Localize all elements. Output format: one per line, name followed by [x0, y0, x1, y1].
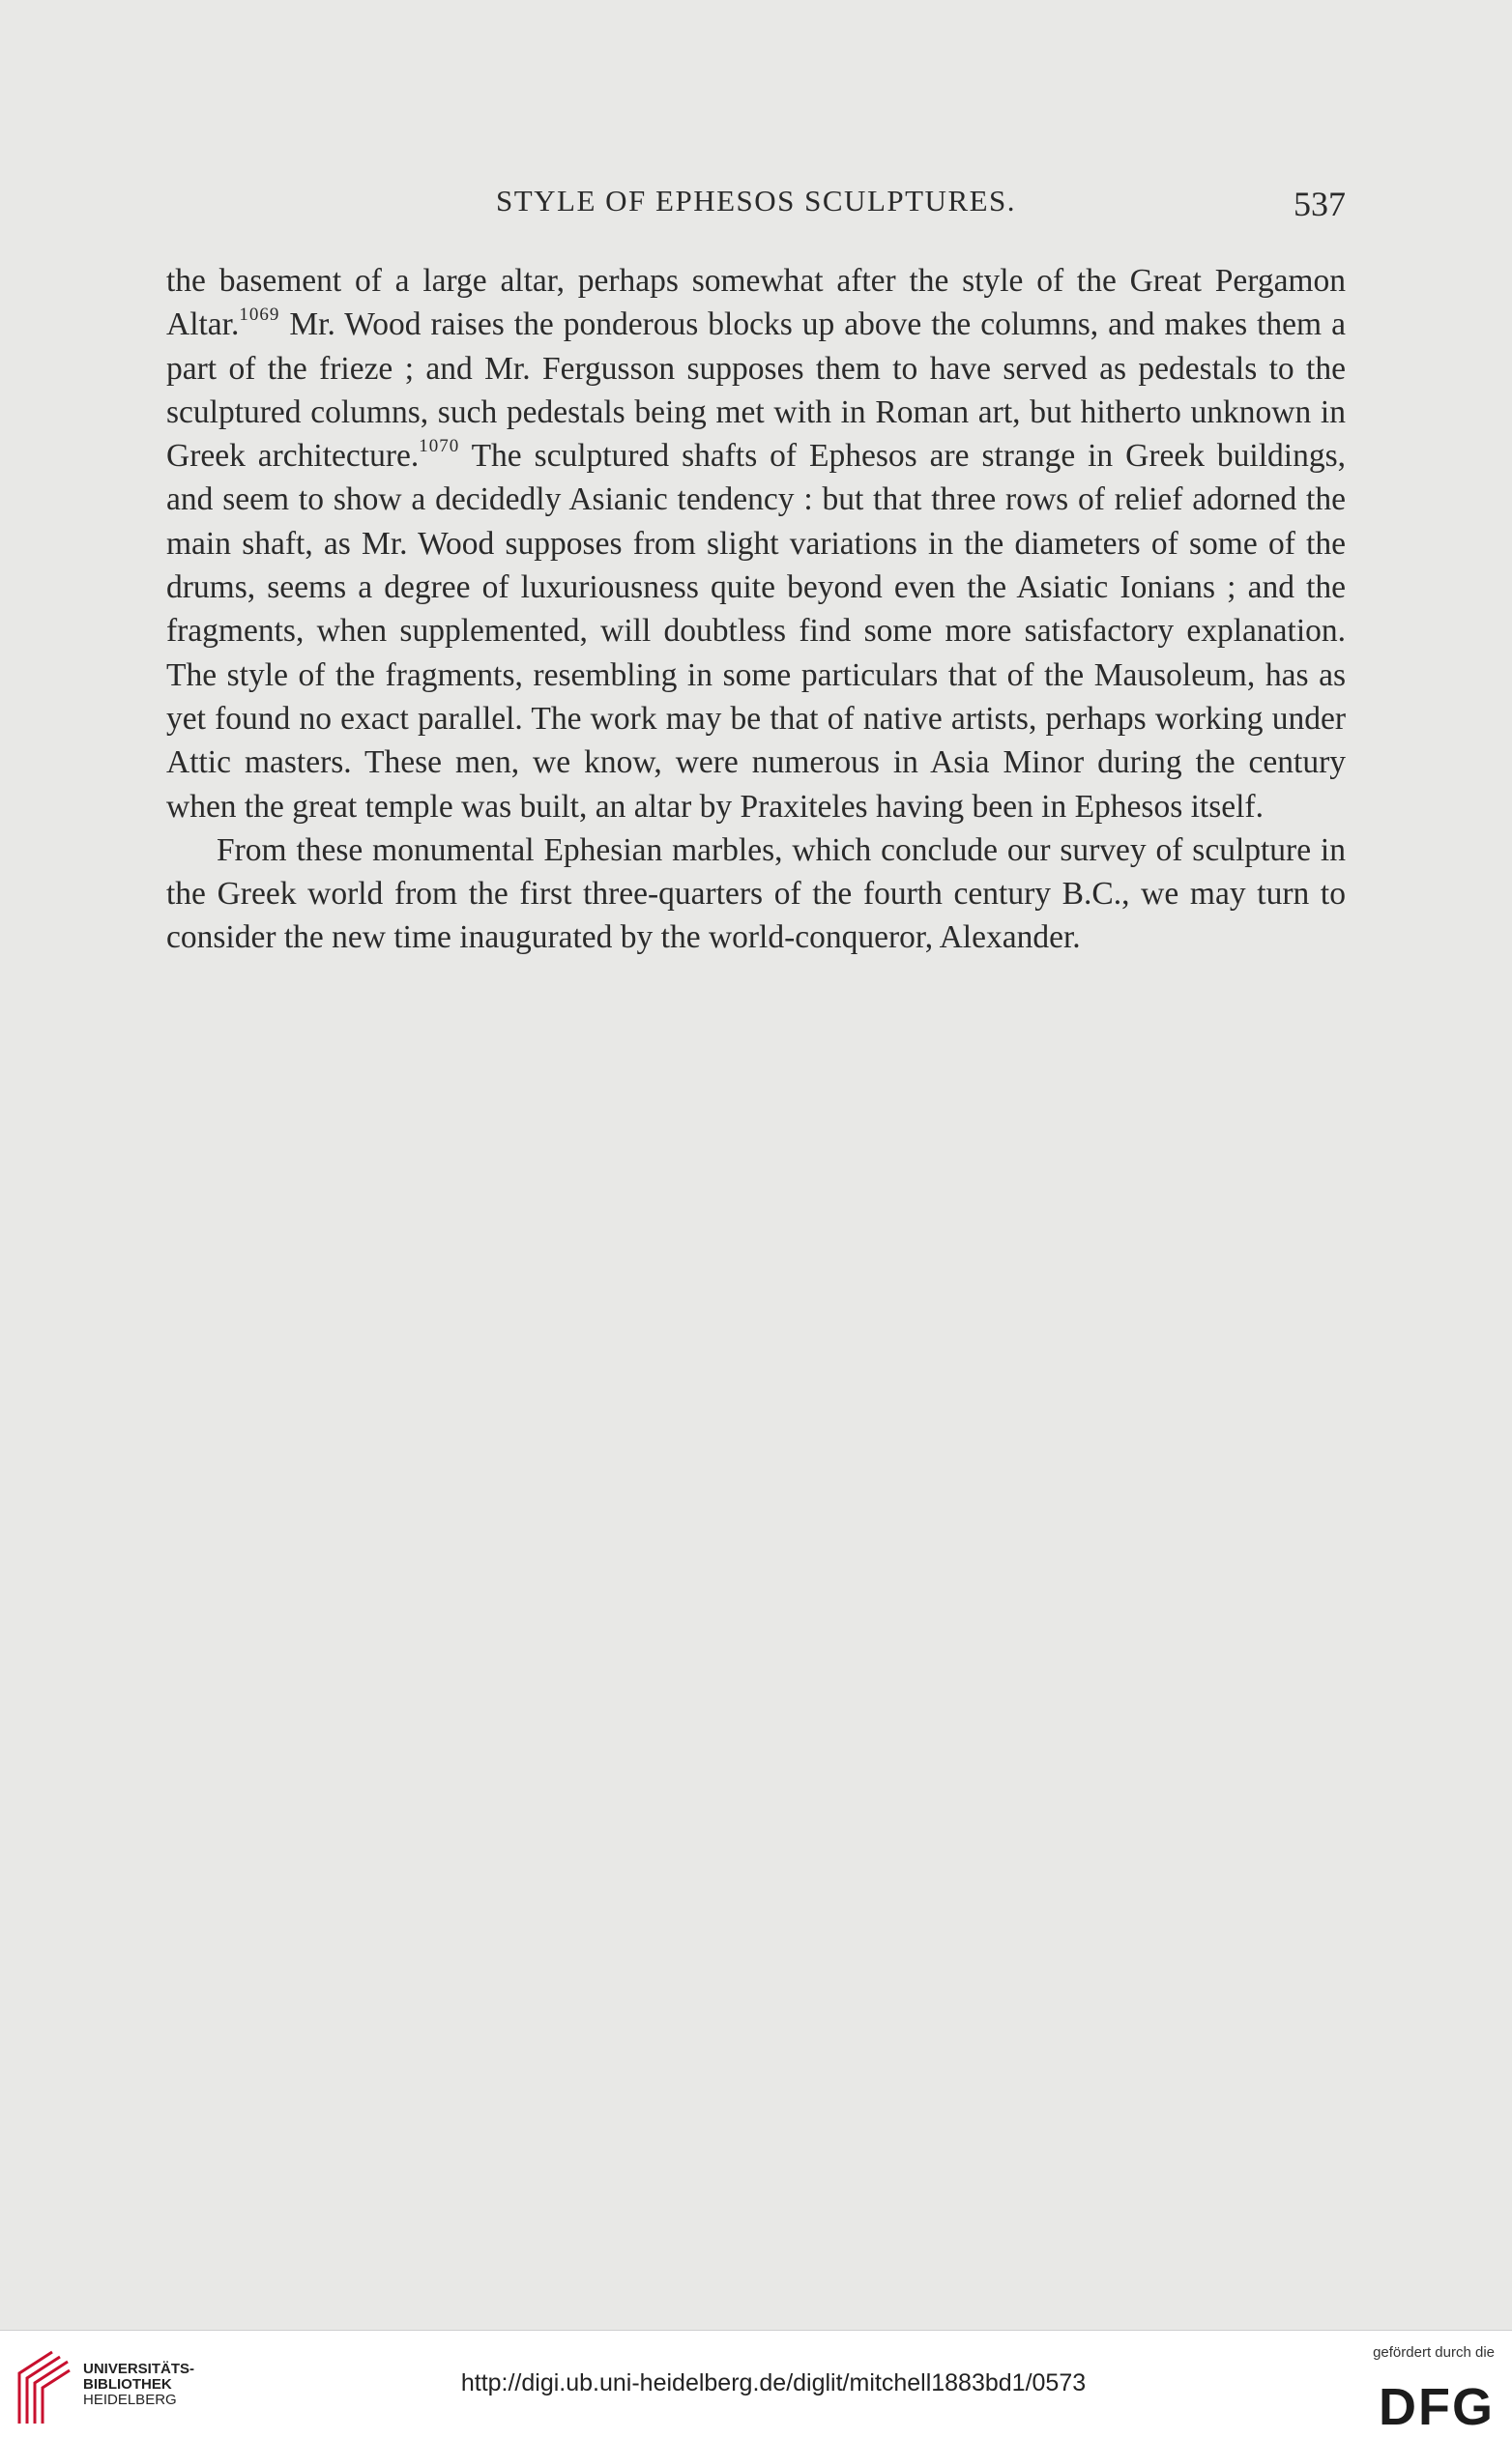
running-head: [166, 184, 1346, 226]
paragraph-1-part-2: Mr. Wood raises the ponderous blocks up above the columns, and makes them a part of the frieze ; and Mr. Fergusson supposes them to have served as pedestals to the sculptured columns, such pedestals being met with in Roman art, but hitherto unknown in Greek architecture.: [166, 306, 1346, 475]
body-text: [166, 259, 1346, 960]
library-name-line-3: HEIDELBERG: [83, 2392, 177, 2408]
permalink-url[interactable]: http://digi.ub.uni-heidelberg.de/diglit/mitchell1883bd1/0573: [460, 2369, 1087, 2396]
paragraph-1-part-3: The sculptured shafts of Ephesos are strange in Greek buildings, and seem to show a decidedly Asianic tendency : but that three rows of relief adorned the main shaft, as Mr. Wood supposes from slight variations in the diameters of some of the drums, seems a degree of luxuriousness quite beyond even the Asiatic Ionians ; and the fragments, when supplemented, will doubtless find some more satisfactory explanation. The style of the fragments, resembling in some particulars that of the Mausoleum, has as yet found no exact parallel. The work may be that of native artists, perhaps working under Attic masters. These men, we know, were numerous in Asia Minor during the century when the great temple was built, an altar by Praxiteles having been in Ephesos itself.: [166, 438, 1346, 825]
page-number: 537: [1294, 185, 1346, 223]
funder-caption: gefördert durch die: [1373, 2344, 1495, 2361]
funder-block: [1330, 2344, 1495, 2436]
library-name-line-2: BIBLIOTHEK: [83, 2376, 172, 2393]
paragraph-1-part-1: the basement of a large altar, perhaps somewhat after the style of the Great Pergamon Altar.: [166, 263, 1346, 343]
library-name: [83, 2362, 194, 2408]
library-name-line-1: UNIVERSITÄTS-: [83, 2361, 195, 2377]
paragraph-2: From these monumental Ephesian marbles, which conclude our survey of sculpture in the Greek world from the first three-quarters of the fourth century B.C., we may turn to consider the new time inaugurated by the world-conqueror, Alexander.: [166, 831, 1346, 956]
running-title: STYLE OF EPHESOS SCULPTURES.: [495, 184, 1017, 218]
footnote-ref-1070: 1070: [419, 436, 460, 457]
footnote-ref-1069: 1069: [239, 305, 280, 326]
digitization-footer: [0, 2330, 1512, 2439]
paragraph-1: [166, 259, 1346, 828]
library-logo-icon: [14, 2346, 73, 2427]
dfg-logo: DFG: [1379, 2378, 1495, 2436]
